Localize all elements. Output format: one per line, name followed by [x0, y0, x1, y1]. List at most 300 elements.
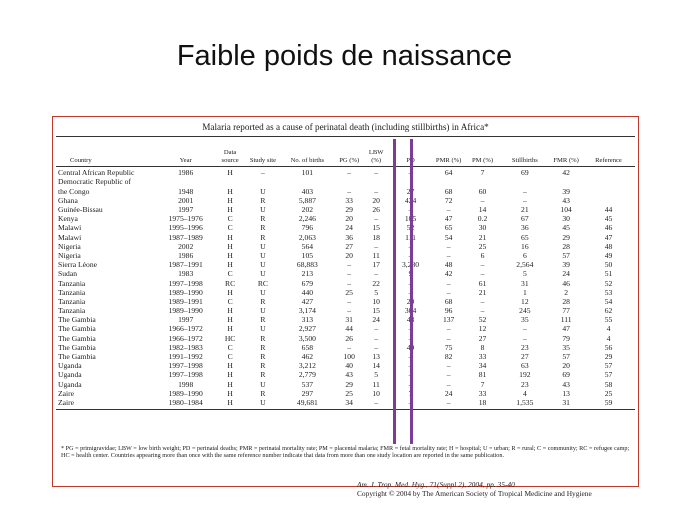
table-cell: 72: [444, 195, 453, 205]
table-cell: 1983: [178, 269, 194, 279]
table-cell: 111: [405, 232, 416, 242]
table-cell: 13: [562, 388, 570, 398]
table-cell: R: [260, 214, 266, 224]
table-cell: H: [227, 287, 233, 297]
table-cell: –: [374, 186, 379, 196]
column-header: Reference: [582, 137, 635, 167]
table-cell: 1,535: [499, 399, 550, 410]
table-cell: 24: [444, 388, 453, 398]
table-cell: 7: [408, 388, 413, 398]
table-row: [56, 178, 635, 187]
table-cell: –: [347, 260, 352, 270]
table-cell: R: [260, 232, 266, 242]
table-cell: –: [347, 342, 352, 352]
table-cell: 26: [345, 333, 353, 343]
table-cell: –: [374, 342, 379, 352]
table-cell: 51: [604, 269, 613, 279]
table-cell: 46: [604, 223, 613, 233]
table-cell: 1966–1972: [168, 324, 203, 334]
table-cell: 49: [406, 342, 415, 352]
column-header: PD: [389, 137, 431, 167]
table-cell: 11: [372, 379, 380, 389]
table-cell: 52: [478, 315, 487, 325]
table-cell: 1997: [178, 315, 194, 325]
table-row: [56, 325, 635, 334]
table-cell: 21: [521, 205, 529, 215]
table-cell: 61: [478, 278, 487, 288]
table-cell: 58: [604, 379, 613, 389]
table-cell: 105: [404, 214, 417, 224]
table-cell: 69: [562, 370, 570, 380]
table-cell: C: [227, 296, 233, 306]
table-cell: 20: [372, 195, 380, 205]
table-cell: 56: [604, 342, 613, 352]
table-cell: 39: [562, 260, 570, 270]
table-cell: 28: [562, 296, 570, 306]
table-cell: R: [260, 195, 266, 205]
table-cell: –: [480, 195, 485, 205]
table-cell: C: [227, 352, 233, 362]
table-cell: 137: [442, 315, 455, 325]
table-cell: U: [247, 399, 280, 410]
table-cell: 52: [406, 223, 415, 233]
table-cell: [499, 178, 550, 187]
table-cell: 65: [521, 232, 529, 242]
table-cell: U: [260, 306, 266, 316]
table-cell: –: [408, 205, 413, 215]
table-cell: 27: [345, 241, 353, 251]
slide-title: Faible poids de naissance: [176, 40, 513, 72]
table-cell: 658: [301, 342, 314, 352]
table-cell: 2,063: [298, 232, 316, 242]
table-cell: 1989–1990: [168, 287, 203, 297]
table-row: [56, 334, 635, 343]
table-cell: [389, 178, 431, 187]
table-cell: –: [347, 278, 352, 288]
table-cell: 297: [301, 388, 314, 398]
table-cell: 31: [550, 399, 582, 410]
table-cell: 54: [444, 232, 453, 242]
table-cell: H: [227, 232, 233, 242]
table-cell: 36: [521, 223, 529, 233]
table-cell: 31: [521, 278, 529, 288]
table-cell: [582, 167, 635, 179]
table-cell: –: [408, 379, 413, 389]
table-cell: 427: [301, 296, 314, 306]
table-cell: 14: [478, 205, 487, 215]
table-row: [56, 298, 635, 307]
table-cell: 1986: [178, 250, 194, 260]
table-cell: 35: [562, 342, 570, 352]
table-cell: 403: [301, 186, 314, 196]
table-cell: –: [522, 333, 527, 343]
table-cell: –: [261, 168, 265, 178]
table-cell: 105: [301, 250, 314, 260]
table-frame: [52, 116, 639, 487]
table-cell: [247, 178, 280, 187]
table-cell: 5: [374, 287, 379, 297]
table-cell: 29: [345, 205, 353, 215]
table-cell: 31: [345, 315, 353, 325]
table-cell: H: [227, 168, 233, 178]
table-cell: 5: [522, 269, 527, 279]
table-cell: R: [260, 352, 266, 362]
table-cell: 12: [478, 324, 487, 334]
table-cell: –: [408, 361, 413, 371]
table-cell: –: [389, 399, 431, 410]
table-cell: –: [408, 370, 413, 380]
table-cell: –: [374, 333, 379, 343]
table-row: [56, 270, 635, 279]
country-cell: Tanzania: [58, 306, 86, 316]
table-cell: H: [227, 195, 233, 205]
table-cell: 4: [606, 324, 611, 334]
table-cell: 24: [372, 315, 380, 325]
table-cell: R: [260, 315, 266, 325]
table-cell: 45: [562, 223, 570, 233]
table-cell: 2,246: [298, 214, 316, 224]
table-cell: 20: [345, 250, 353, 260]
table-cell: –: [408, 324, 413, 334]
table-cell: 52: [604, 278, 613, 288]
table-cell: –: [446, 370, 451, 380]
table-cell: RC: [257, 278, 268, 288]
table-cell: –: [374, 324, 379, 334]
country-cell: Nigeria: [58, 241, 81, 251]
table-cell: 24: [345, 223, 353, 233]
table-cell: 34: [335, 399, 363, 410]
table-cell: 27: [478, 333, 487, 343]
table-cell: 245: [519, 306, 531, 316]
table-cell: 27: [406, 186, 415, 196]
table-cell: R: [260, 388, 266, 398]
table-cell: H: [214, 399, 247, 410]
table-cell: [335, 178, 363, 187]
table-cell: 1948: [178, 186, 194, 196]
table-cell: [363, 178, 389, 187]
table-cell: 1986: [178, 168, 194, 178]
table-cell: 1975–1976: [168, 214, 203, 224]
table-cell: 20: [562, 361, 570, 371]
table-cell: –: [347, 306, 352, 316]
table-cell: 29: [604, 352, 613, 362]
table-cell: H: [227, 250, 233, 260]
table-cell: 4: [606, 333, 611, 343]
table-cell: 50: [604, 260, 613, 270]
table-cell: –: [408, 352, 413, 362]
table-cell: 796: [301, 223, 314, 233]
table-cell: 104: [560, 205, 572, 215]
table-cell: H: [227, 186, 233, 196]
table-cell: 29: [345, 379, 353, 389]
citation-copyright: Copyright © 2004 by The American Society of Tropical Medicine and Hygiene: [357, 489, 592, 498]
table-cell: 57: [604, 361, 613, 371]
table-cell: 4: [522, 388, 527, 398]
table-cell: 63: [521, 361, 529, 371]
table-cell: 3,212: [298, 361, 316, 371]
country-cell: The Gambia: [58, 315, 96, 325]
table-cell: 3,174: [298, 306, 316, 316]
table-cell: 68: [444, 296, 453, 306]
country-cell: Zaire: [56, 399, 158, 410]
table-cell: [466, 178, 500, 187]
table-cell: 16: [521, 241, 529, 251]
table-cell: 1997–1998: [168, 361, 203, 371]
table-cell: 48: [604, 241, 613, 251]
table-cell: –: [446, 241, 451, 251]
table-cell: H: [227, 388, 233, 398]
table-cell: 2,927: [298, 324, 316, 334]
table-cell: H: [227, 205, 233, 215]
table-cell: 43: [562, 379, 570, 389]
table-cell: –: [347, 168, 352, 178]
table-cell: 21: [478, 232, 487, 242]
country-cell: Nigeria: [58, 250, 81, 260]
table-cell: 69: [521, 168, 529, 178]
country-cell: Malawi: [58, 232, 82, 242]
table-cell: U: [260, 324, 266, 334]
table-cell: 43: [345, 370, 353, 380]
table-cell: 34: [478, 361, 487, 371]
table-cell: 2001: [178, 195, 194, 205]
table-cell: 65: [444, 223, 453, 233]
table-cell: 49: [604, 250, 613, 260]
table-cell: 1997: [178, 205, 194, 215]
table-cell: –: [408, 287, 413, 297]
table-cell: 23: [521, 379, 529, 389]
table-caption: Malaria reported as a cause of perinatal death (including stillbirths) in Africa*: [202, 122, 489, 132]
table-cell: 3,280: [402, 260, 420, 270]
table-cell: 57: [562, 250, 570, 260]
table-cell: –: [374, 168, 379, 178]
table-cell: 25: [604, 388, 613, 398]
country-cell: Tanzania: [58, 296, 86, 306]
table-cell: 101: [301, 168, 314, 178]
table-cell: 28: [562, 241, 570, 251]
country-cell: Malawi: [58, 223, 82, 233]
table-cell: [582, 187, 635, 196]
table-cell: 23: [521, 342, 529, 352]
table-cell: –: [480, 260, 485, 270]
table-cell: [550, 178, 582, 187]
table-cell: U: [260, 287, 266, 297]
table-cell: U: [260, 269, 266, 279]
table-cell: 55: [604, 315, 613, 325]
column-header: PMR (%): [432, 137, 466, 167]
table-cell: 9: [408, 269, 413, 279]
table-cell: C: [227, 342, 233, 352]
table-cell: 11: [372, 250, 380, 260]
table-header-row: [56, 137, 635, 167]
table-cell: 43: [406, 315, 415, 325]
table-row: [56, 167, 635, 179]
table-cell: 96: [444, 306, 453, 316]
table-cell: R: [260, 333, 266, 343]
table-cell: 47: [562, 324, 570, 334]
table-cell: 18: [372, 232, 380, 242]
table-cell: 33: [478, 388, 487, 398]
table-cell: H: [227, 361, 233, 371]
table-cell: 64: [444, 168, 453, 178]
table-cell: 5,887: [298, 195, 316, 205]
table-cell: 6: [522, 250, 527, 260]
table-cell: 67: [521, 214, 529, 224]
table-cell: 1980–1984: [158, 399, 214, 410]
table-cell: –: [446, 205, 451, 215]
table-cell: 20: [345, 214, 353, 224]
table-cell: 2,779: [298, 370, 316, 380]
table-cell: 43: [562, 195, 570, 205]
table-cell: 30: [478, 223, 487, 233]
table-cell: 39: [562, 186, 570, 196]
table-cell: 8: [480, 342, 485, 352]
table-cell: –: [374, 269, 379, 279]
table-footnote: * PG = primigravidae; LBW = low birth weight; PD = perinatal deaths; PMR = perinatal mortality rate; PM = placental malaria; FMR = fetal mortality rate; H = hospital; U = urban; R = rural; C = community; RC = refugee camp; HC = health center. Countries appearing more than once with the same reference number indicate that data from more than one study location are reported in the same publication.: [61, 445, 630, 460]
table-cell: 313: [301, 315, 314, 325]
table-cell: –: [446, 324, 451, 334]
table-row: [56, 252, 635, 261]
table-cell: 462: [301, 352, 314, 362]
table-cell: R: [260, 361, 266, 371]
table-cell: U: [260, 186, 266, 196]
table-cell: –: [446, 278, 451, 288]
table-cell: 1997–1998: [168, 370, 203, 380]
table-cell: –: [408, 333, 413, 343]
table-cell: –: [522, 324, 527, 334]
table-row: [56, 261, 635, 270]
table-cell: 49,681: [279, 399, 335, 410]
data-table: [56, 136, 635, 410]
table-cell: 79: [562, 333, 570, 343]
table-cell: –: [408, 250, 413, 260]
table-cell: 5: [374, 370, 379, 380]
table-cell: [158, 178, 214, 187]
table-cell: 42: [444, 269, 453, 279]
table-cell: 30: [562, 214, 570, 224]
table-cell: 46: [562, 278, 570, 288]
table-cell: –: [446, 333, 451, 343]
table-cell: 2002: [178, 241, 194, 251]
table-cell: 68,883: [296, 260, 318, 270]
table-cell: 1989–1990: [168, 388, 203, 398]
table-cell: 0.2: [477, 214, 488, 224]
table-cell: 18: [466, 399, 500, 410]
table-cell: 22: [372, 278, 380, 288]
table-row: [56, 371, 635, 380]
table-cell: [432, 178, 466, 187]
table-cell: –: [408, 278, 413, 288]
table-cell: 213: [301, 269, 314, 279]
table-cell: –: [432, 399, 466, 410]
table-cell: 15: [372, 306, 380, 316]
table-cell: 40: [345, 361, 353, 371]
table-cell: 202: [301, 205, 314, 215]
table-cell: 564: [301, 241, 314, 251]
table-cell: 54: [604, 296, 613, 306]
column-header: Study site: [247, 137, 280, 167]
table-cell: RC: [225, 278, 236, 288]
table-row: [56, 399, 635, 410]
country-cell: Guinée-Bissau: [58, 205, 103, 215]
table-cell: 81: [478, 370, 487, 380]
table-cell: 25: [345, 287, 353, 297]
country-cell: Uganda: [58, 379, 82, 389]
table-cell: H: [227, 324, 233, 334]
table-cell: –: [522, 195, 527, 205]
table-cell: 33: [345, 195, 353, 205]
table-cell: U: [260, 260, 266, 270]
table-cell: H: [227, 241, 233, 251]
table-cell: 35: [521, 315, 529, 325]
table-cell: 1966–1972: [168, 333, 203, 343]
table-row: [56, 224, 635, 233]
table-cell: –: [446, 250, 451, 260]
table-cell: 1989–1991: [168, 296, 203, 306]
table-cell: U: [260, 379, 266, 389]
table-cell: H: [227, 370, 233, 380]
table-cell: 82: [444, 352, 453, 362]
table-cell: 29: [406, 296, 415, 306]
table-cell: [582, 178, 635, 187]
table-cell: 44: [604, 205, 613, 215]
table-cell: 53: [604, 287, 613, 297]
table-cell: HC: [224, 333, 236, 343]
table-cell: 21: [478, 287, 487, 297]
table-cell: 7: [480, 379, 485, 389]
table-cell: [279, 178, 335, 187]
column-header: Country: [56, 137, 158, 167]
country-cell: The Gambia: [58, 352, 96, 362]
country-cell: Kenya: [58, 214, 78, 224]
table-cell: 59: [582, 399, 635, 410]
table-cell: 1991–1992: [168, 352, 203, 362]
table-cell: 57: [604, 370, 613, 380]
table-cell: 1997–1998: [168, 278, 203, 288]
table-cell: 10: [372, 296, 380, 306]
table-cell: 25: [478, 241, 487, 251]
country-cell: Sudan: [58, 269, 77, 279]
table-cell: –: [347, 269, 352, 279]
column-header: Data source: [214, 137, 247, 167]
table-cell: –: [480, 269, 485, 279]
table-cell: 1995–1996: [168, 223, 203, 233]
country-cell: Sierra Léone: [58, 260, 98, 270]
table-cell: 60: [478, 186, 487, 196]
table-cell: 57: [562, 352, 570, 362]
column-header: Stillbirths: [499, 137, 550, 167]
table-cell: H: [227, 315, 233, 325]
country-cell: Tanzania: [58, 278, 86, 288]
table-cell: 48: [444, 260, 453, 270]
country-cell: The Gambia: [58, 342, 96, 352]
table-cell: C: [227, 214, 233, 224]
table-cell: 47: [604, 232, 613, 242]
table-cell: 45: [604, 214, 613, 224]
country-cell: The Gambia: [58, 333, 96, 343]
table-cell: 679: [301, 278, 314, 288]
table-cell: 1987–1991: [168, 260, 203, 270]
table-cell: 100: [343, 352, 355, 362]
table-cell: 26: [372, 205, 380, 215]
column-header: PG (%): [335, 137, 363, 167]
table-cell: –: [446, 287, 451, 297]
table-cell: 29: [562, 232, 570, 242]
column-header: FMR (%): [550, 137, 582, 167]
table-cell: 42: [562, 168, 570, 178]
table-cell: U: [260, 250, 266, 260]
table-cell: 17: [372, 260, 380, 270]
table-cell: 27: [521, 352, 529, 362]
